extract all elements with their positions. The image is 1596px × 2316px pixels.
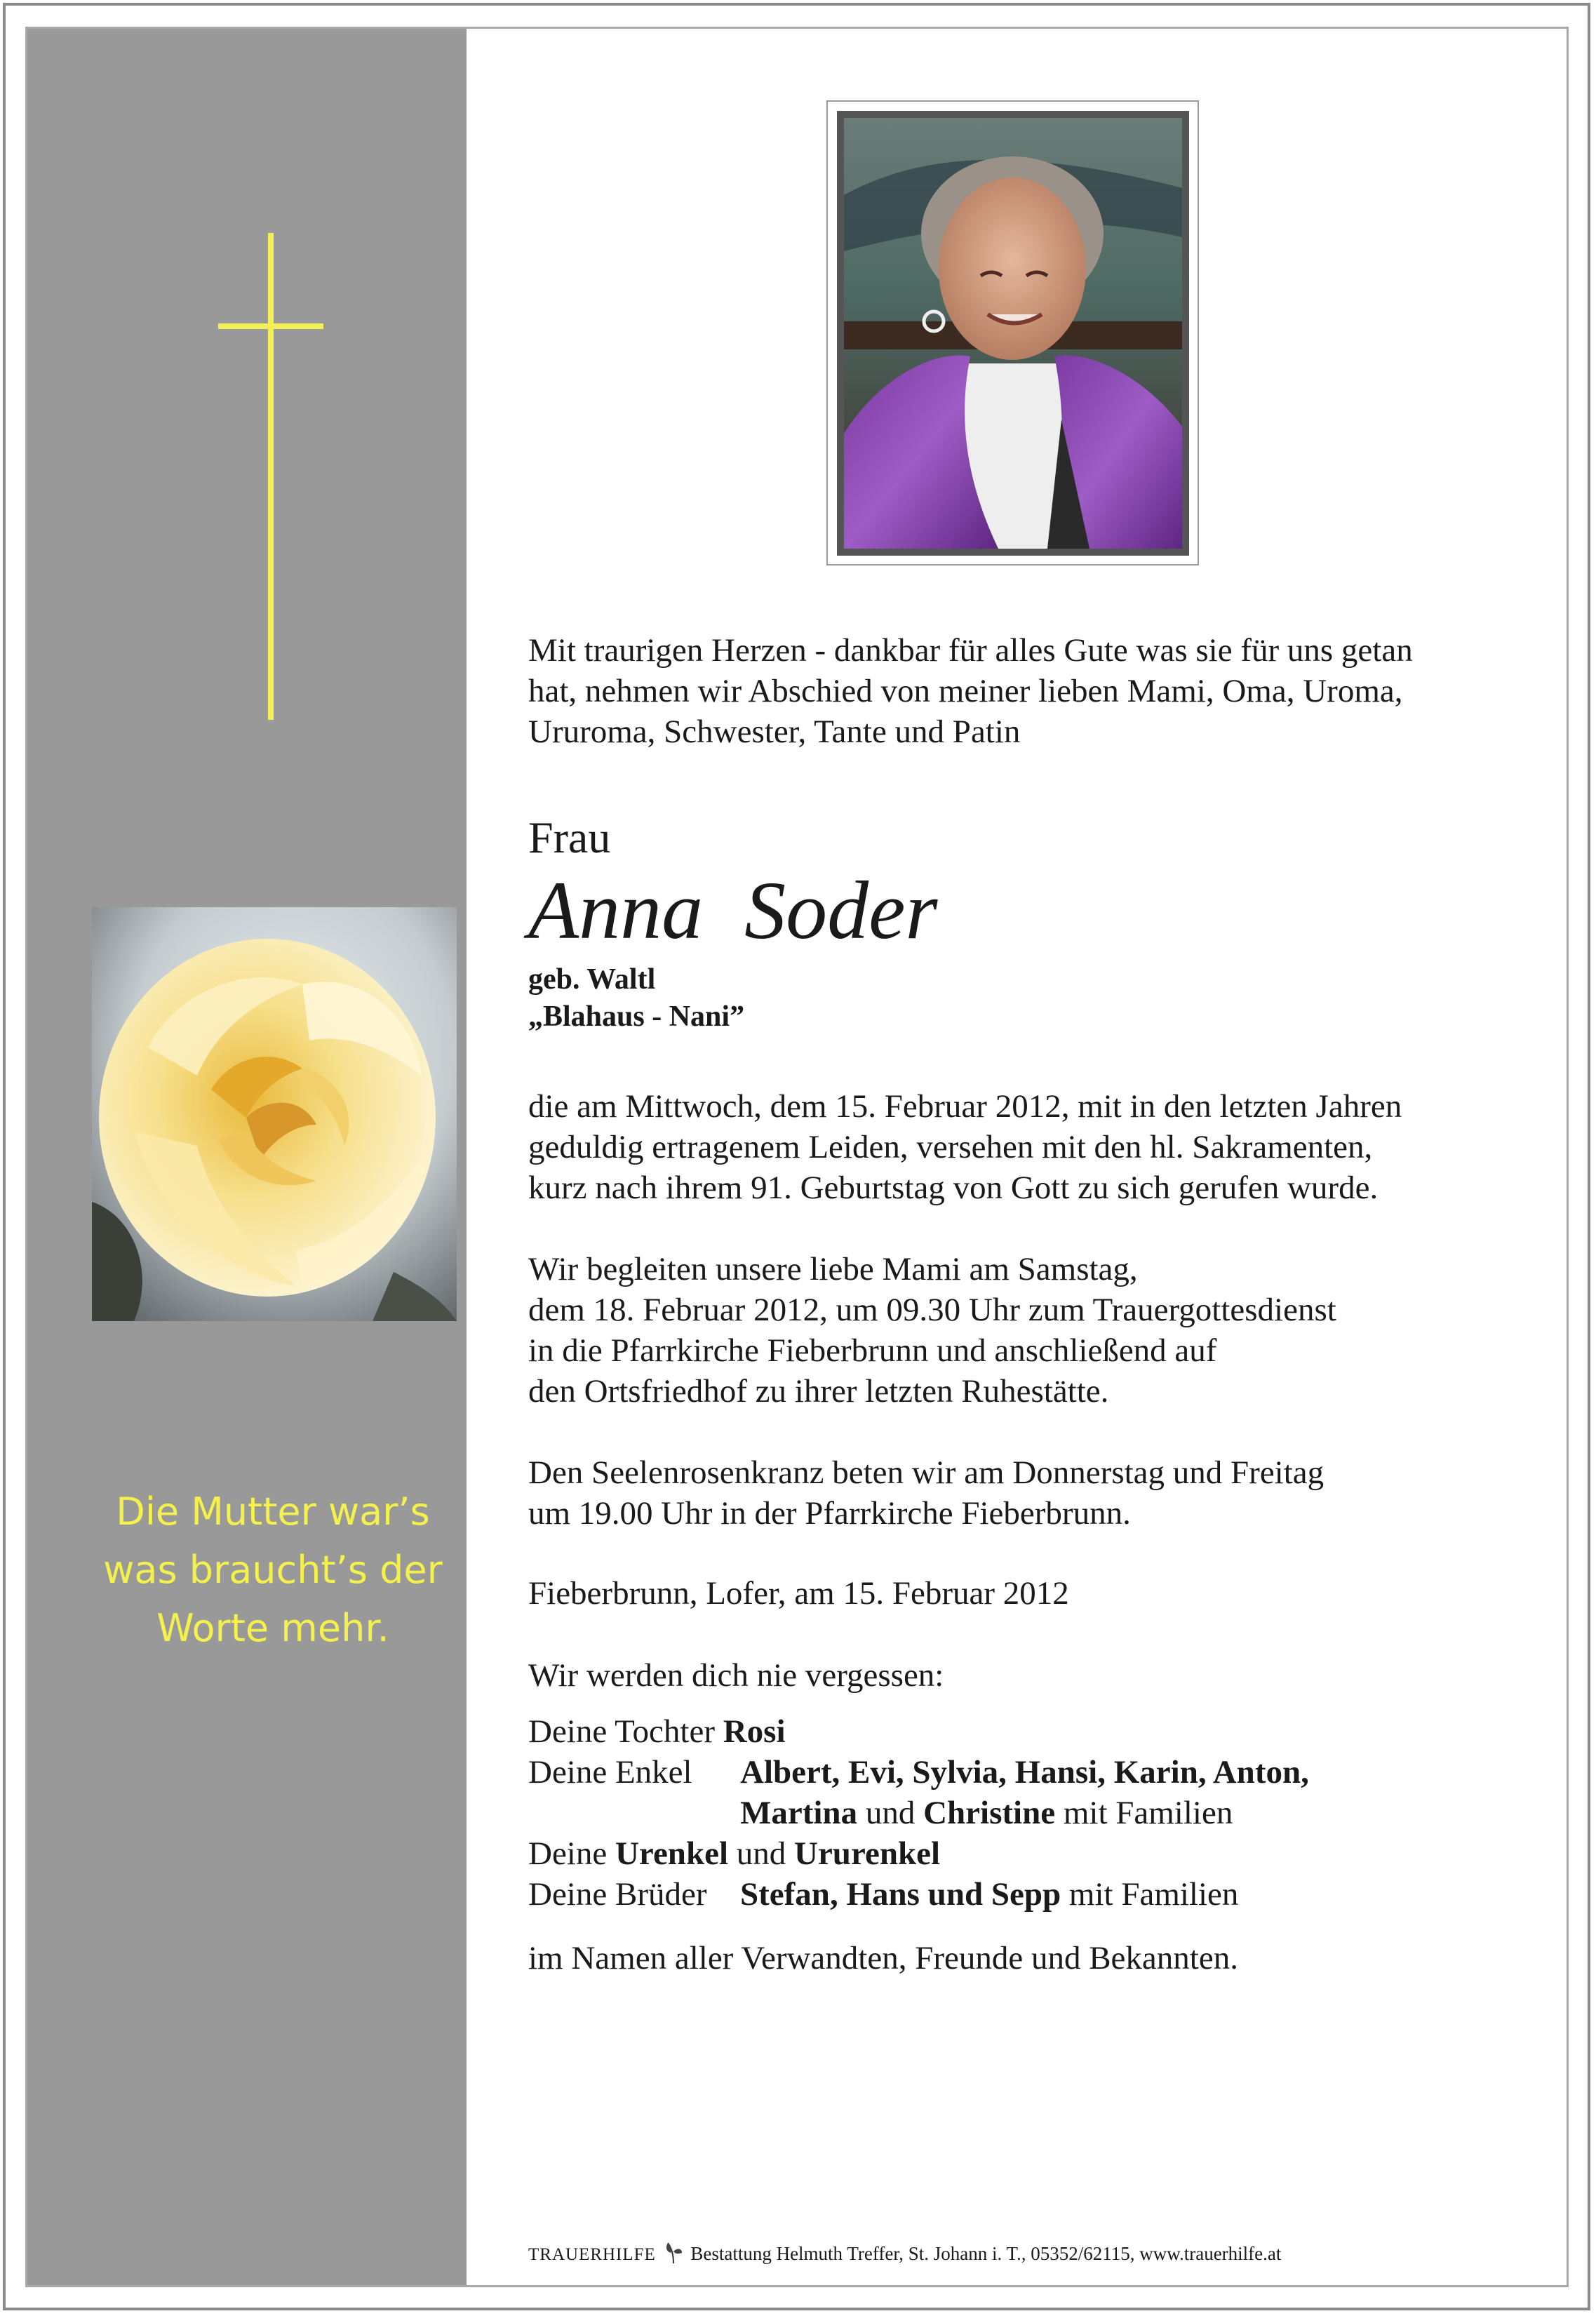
intro-line: Ururoma, Schwester, Tante und Patin	[528, 714, 1021, 750]
mourner-name: Stefan, Hans und Sepp	[740, 1876, 1061, 1913]
mourner-row-brothers	[528, 1874, 1239, 1915]
footer-brand: TRAUERHILFE	[528, 2245, 656, 2264]
leaf-icon	[664, 2240, 683, 2264]
deceased-name: Anna Soder	[528, 864, 938, 956]
mourner-suffix: mit Familien	[1068, 1876, 1239, 1913]
footer-text: Bestattung Helmuth Treffer, St. Johann i. T., 05352/62115, www.trauerhilfe.at	[690, 2243, 1282, 2264]
mourner-name: Ururenkel	[794, 1835, 941, 1872]
intro-line: Mit traurigen Herzen - dankbar für alles Gute was sie für uns getan	[528, 632, 1413, 669]
mourner-name: Albert, Evi, Sylvia, Hansi, Karin, Anton,	[740, 1754, 1309, 1790]
place-date: Fieberbrunn, Lofer, am 15. Februar 2012	[528, 1575, 1069, 1612]
portrait-photo	[837, 111, 1189, 556]
funeral-line: den Ortsfriedhof zu ihrer letzten Ruhestätte.	[528, 1373, 1109, 1410]
footer	[528, 2240, 1281, 2265]
intro-line: hat, nehmen wir Abschied von meiner lieben Mami, Oma, Uroma,	[528, 673, 1403, 709]
mourner-suffix: mit Familien	[1063, 1795, 1233, 1831]
mourner-name: Urenkel	[615, 1835, 728, 1872]
motto-line: Worte mehr.	[156, 1606, 389, 1650]
motto-line: Die Mutter war’s	[116, 1490, 430, 1534]
mourner-label: Deine Tochter	[528, 1713, 715, 1750]
mourner-name: Martina	[740, 1795, 858, 1831]
cross-icon-bar	[218, 323, 323, 329]
mourner-row-great-grandchildren	[528, 1833, 940, 1874]
mourner-name: Christine	[923, 1795, 1056, 1831]
motto-quote	[69, 1482, 476, 1657]
nickname: „Blahaus - Nani”	[528, 1000, 745, 1033]
mourner-label: Deine Enkel	[528, 1754, 692, 1790]
salutation: Frau	[528, 812, 611, 862]
cross-icon	[268, 233, 274, 720]
mourner-label: Deine Brüder	[528, 1876, 707, 1913]
conjunction: und	[736, 1835, 786, 1872]
death-line: die am Mittwoch, dem 15. Februar 2012, mit in den letzten Jahren	[528, 1088, 1402, 1125]
rose-image	[92, 907, 457, 1321]
funeral-line: dem 18. Februar 2012, um 09.30 Uhr zum Trauergottesdienst	[528, 1292, 1336, 1328]
mourner-name: Rosi	[723, 1713, 786, 1750]
rosary-line: Den Seelenrosenkranz beten wir am Donnerstag und Freitag	[528, 1454, 1325, 1491]
death-line: geduldig ertragenem Leiden, versehen mit den hl. Sakramenten,	[528, 1129, 1373, 1165]
funeral-line: Wir begleiten unsere liebe Mami am Samstag,	[528, 1251, 1138, 1287]
birth-name: geb. Waltl	[528, 963, 656, 996]
closing-line: im Namen aller Verwandten, Freunde und Bekannten.	[528, 1940, 1238, 1976]
funeral-line: in die Pfarrkirche Fieberbrunn und anschließend auf	[528, 1332, 1217, 1369]
conjunction: und	[865, 1795, 916, 1831]
mourner-row-grandchildren	[528, 1752, 1309, 1793]
mourner-row-daughter	[528, 1711, 786, 1752]
mourner-label: Deine	[528, 1835, 608, 1872]
rosary-line: um 19.00 Uhr in der Pfarrkirche Fieberbrunn.	[528, 1495, 1131, 1532]
farewell-line: Wir werden dich nie vergessen:	[528, 1657, 944, 1694]
side-panel	[27, 29, 467, 2285]
motto-line: was braucht’s der	[103, 1548, 443, 1592]
death-line: kurz nach ihrem 91. Geburtstag von Gott zu sich gerufen wurde.	[528, 1170, 1379, 1206]
